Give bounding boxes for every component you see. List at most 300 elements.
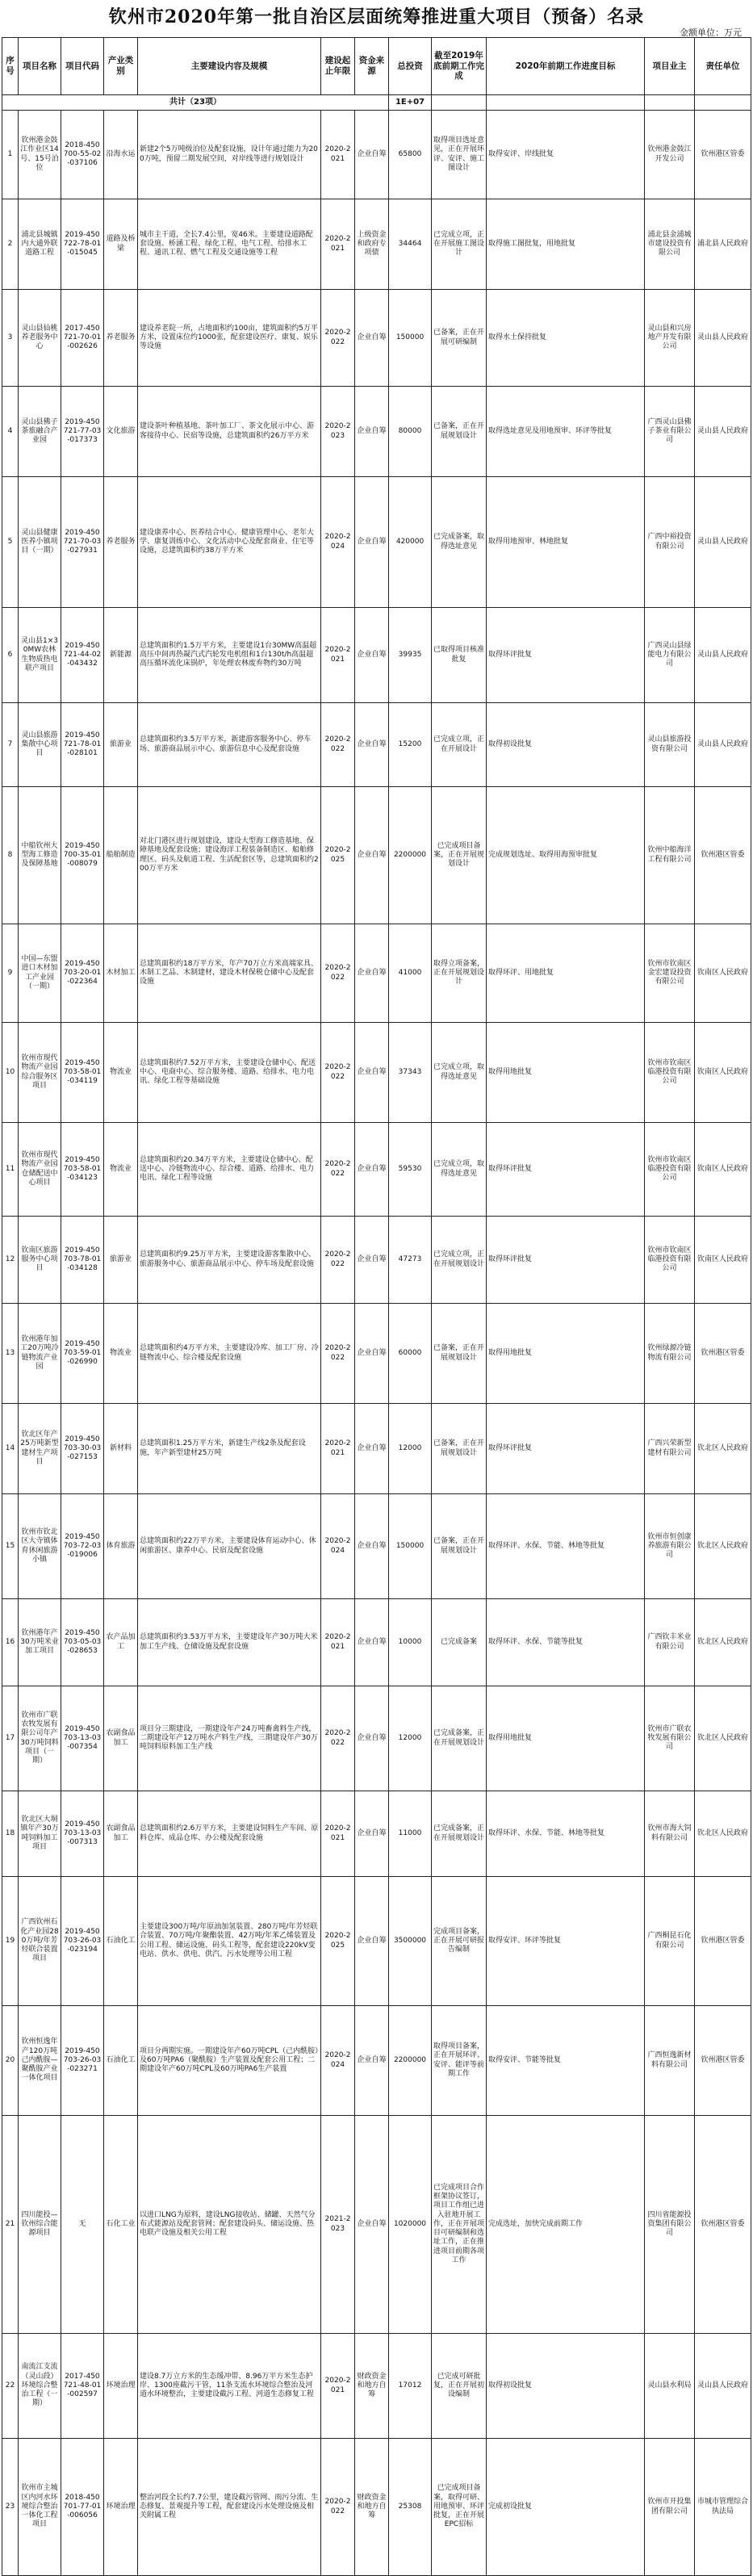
cell-total: 17012: [389, 2334, 432, 2439]
table-row: [2, 290, 751, 387]
cell-content: 城市主干道，全长7.4公里，宽46米。主要建设道路配套设施、桥涵工程、绿化工程、电气工程、给排水工程、通讯工程、燃气工程及交通设施等工程: [138, 199, 321, 290]
cell-name: 灵山县佛子茶旅融合产业园: [19, 387, 61, 477]
cell-content: 总建筑面积约2.6万平方米，主要建设饲料生产车间、原料仓库、成品仓库、办公楼及配套设施: [138, 1791, 321, 1877]
table-row: [2, 703, 751, 787]
cell-content: 建设康养中心、医养结合中心、健康管理中心、老年大学、康复训练中心、文化活动中心及配套商业、住宅等设施，总建筑面积约38万平方米: [138, 477, 321, 608]
table-row: [2, 1599, 751, 1686]
cell-name: 灵山县1×30MW农林生物质热电联产项目: [19, 608, 61, 703]
cell-industry: 旅游业: [104, 703, 138, 787]
table-row: [2, 199, 751, 290]
cell-code: 2019-450703-78-01-034128: [61, 1217, 104, 1304]
header-unit: 责任单位: [695, 38, 751, 95]
cell-years: 2020-2021: [321, 1791, 355, 1877]
cell-years: 2020-2022: [321, 2439, 355, 2576]
cell-name: 浦北县城镇内大通外联道路工程: [19, 199, 61, 290]
cell-target: 取得用地预审、林地批复: [487, 477, 645, 608]
cell-total: 15200: [389, 703, 432, 787]
cell-code: 2017-450721-70-01-002626: [61, 290, 104, 387]
cell-owner: 钦州港金鼓江开发公司: [645, 111, 695, 199]
cell-source: 企业自筹: [355, 1023, 389, 1123]
cell-total: 47273: [389, 1217, 432, 1304]
cell-source: 企业自筹: [355, 1494, 389, 1599]
cell-total: 80000: [389, 387, 432, 477]
cell-industry: 物流业: [104, 1304, 138, 1404]
header-code: 项目代码: [61, 38, 104, 95]
cell-no: 14: [2, 1404, 19, 1494]
cell-content: 项目分三期建设，一期建设年产24万吨畜禽料生产线，二期建设年产12万吨水产料生产线，三期建设年产30万吨饲料原料加工生产线: [138, 1686, 321, 1791]
cell-code: 2019-450703-72-03-019006: [61, 1494, 104, 1599]
cell-code: 2019-450703-58-01-034123: [61, 1123, 104, 1217]
table-row: [2, 477, 751, 608]
cell-code: 2019-450703-26-03-023271: [61, 2006, 104, 2116]
cell-unit: 浦北县人民政府: [695, 199, 751, 290]
cell-unit: 钦州港区管委: [695, 2116, 751, 2334]
table-row: [2, 1877, 751, 2006]
cell-name: 钦州市现代物流产业园综合服务区项目: [19, 1023, 61, 1123]
cell-done: 完成项目备案，正在开展可研报告编制: [432, 1877, 487, 2006]
cell-code: 2019-450703-13-03-007354: [61, 1686, 104, 1791]
cell-total: 25308: [389, 2439, 432, 2576]
cell-no: 20: [2, 2006, 19, 2116]
table-row: [2, 1404, 751, 1494]
cell-target: 取得施工图批复，用地批复: [487, 199, 645, 290]
cell-unit: 钦州港区管委: [695, 111, 751, 199]
cell-name: 灵山县旅游集散中心项目: [19, 703, 61, 787]
cell-total: 41000: [389, 924, 432, 1023]
cell-done: 取得立项备案，正在开展规划设计: [432, 924, 487, 1023]
cell-unit: 钦州港区管委: [695, 1877, 751, 2006]
cell-industry: 农产品加工: [104, 1599, 138, 1686]
cell-no: 22: [2, 2334, 19, 2439]
cell-no: 9: [2, 924, 19, 1023]
cell-unit: 钦南区人民政府: [695, 1217, 751, 1304]
cell-no: 18: [2, 1791, 19, 1877]
cell-name: 中国—东盟进口木材加工产业园（一期）: [19, 924, 61, 1023]
cell-code: 2019-450703-26-03-023194: [61, 1877, 104, 2006]
table-row: [2, 2334, 751, 2439]
cell-owner: 灵山县和兴房地产开发有限公司: [645, 290, 695, 387]
table-body: [2, 95, 751, 2576]
cell-unit: 钦北区人民政府: [695, 1494, 751, 1599]
header-years: 建设起止年限: [321, 38, 355, 95]
cell-total: 11000: [389, 1791, 432, 1877]
cell-done: 已完成可研批复，正在开展初设编制: [432, 2334, 487, 2439]
cell-done: 已完成项目备案，取得可研、用地预审、环评批复，正在开展EPC招标: [432, 2439, 487, 2576]
cell-target: 取得环评批复: [487, 1217, 645, 1304]
total-empty-1: [432, 95, 487, 111]
document-title: 钦州市2020年第一批自治区层面统筹推进重大项目（预备）名录: [108, 6, 645, 27]
cell-years: 2020-2022: [321, 924, 355, 1023]
cell-industry: 养老服务: [104, 477, 138, 608]
cell-target: 取得安评、节能等批复: [487, 2006, 645, 2116]
cell-no: 16: [2, 1599, 19, 1686]
cell-target: 完成选址，加快完成前期工作: [487, 2116, 645, 2334]
cell-no: 6: [2, 608, 19, 703]
header-content: 主要建设内容及规模: [138, 38, 321, 95]
cell-total: 2200000: [389, 2006, 432, 2116]
cell-source: 企业自筹: [355, 1791, 389, 1877]
cell-years: 2020-2022: [321, 1123, 355, 1217]
cell-done: 已完成立项，取得选址意见: [432, 1123, 487, 1217]
cell-no: 23: [2, 2439, 19, 2576]
cell-code: 2019-450721-77-03-017373: [61, 387, 104, 477]
cell-owner: 浦北县金浦城市建设投资有限公司: [645, 199, 695, 290]
cell-no: 12: [2, 1217, 19, 1304]
cell-unit: 钦北区人民政府: [695, 1791, 751, 1877]
cell-source: 企业自筹: [355, 2116, 389, 2334]
cell-total: 39935: [389, 608, 432, 703]
cell-years: 2020-2021: [321, 2334, 355, 2439]
cell-source: 企业自筹: [355, 1404, 389, 1494]
cell-owner: 灵山县旅游投资有限公司: [645, 703, 695, 787]
table-row: [2, 1304, 751, 1404]
cell-years: 2020-2022: [321, 1304, 355, 1404]
cell-years: 2020-2021: [321, 199, 355, 290]
cell-no: 21: [2, 2116, 19, 2334]
total-empty-3: [645, 95, 695, 111]
cell-years: 2020-2021: [321, 1404, 355, 1494]
cell-source: 企业自筹: [355, 387, 389, 477]
cell-done: 取得项目备案，正在开展环评、安评、能评等前期工作: [432, 2006, 487, 2116]
cell-no: 5: [2, 477, 19, 608]
cell-years: 2020-2024: [321, 477, 355, 608]
cell-name: 钦州港金鼓江作业区14号、15号泊位: [19, 111, 61, 199]
cell-content: 总建筑面积1.25万平方米，新建生产线2条及配套设施，年产新型建材25万吨: [138, 1404, 321, 1494]
cell-years: 2020-2025: [321, 787, 355, 924]
cell-code: 2019-450721-44-02-043432: [61, 608, 104, 703]
cell-done: 已完成立项，正在开展施工图设计: [432, 199, 487, 290]
cell-done: 已完成备案，正在开展规划设计: [432, 1791, 487, 1877]
cell-target: 取得环评、用地批复: [487, 924, 645, 1023]
cell-years: 2020-2022: [321, 703, 355, 787]
cell-industry: 石化工业: [104, 2116, 138, 2334]
cell-unit: 钦南区人民政府: [695, 1123, 751, 1217]
cell-owner: 四川省能源投资集团有限公司: [645, 2116, 695, 2334]
cell-industry: 船舶制造: [104, 787, 138, 924]
cell-industry: 石油化工: [104, 2006, 138, 2116]
header-target: 2020年前期工作进度目标: [487, 38, 645, 95]
cell-code: 2019-450703-05-03-028653: [61, 1599, 104, 1686]
table-row: [2, 1791, 751, 1877]
cell-content: 建设茶叶种植基地、茶叶加工厂、茶文化展示中心、游客接待中心、民宿等设施，总建筑面积约26万平方米: [138, 387, 321, 477]
cell-done: 已完成备案: [432, 1599, 487, 1686]
cell-name: 灵山县仙桃养老服务中心: [19, 290, 61, 387]
cell-content: 总建筑面积约9.25万平方米，主要建设游客集散中心、旅游服务中心、旅游商品展示中心、停车场及配套设施: [138, 1217, 321, 1304]
cell-target: 取得用地批复: [487, 1686, 645, 1791]
total-amount: 1E+07: [389, 95, 432, 111]
header-done: 截至2019年底前期工作完成: [432, 38, 487, 95]
cell-total: 60000: [389, 1304, 432, 1404]
cell-no: 2: [2, 199, 19, 290]
cell-industry: 旅游业: [104, 1217, 138, 1304]
cell-content: 总建筑面积约18万平方米，年产70万立方米高端家具、木制工艺品、木制建材，建设木材保税仓储中心及配套设施: [138, 924, 321, 1023]
cell-done: 已备案，正在开展规划设计: [432, 1404, 487, 1494]
cell-unit: 钦州港区管委: [695, 787, 751, 924]
cell-owner: 钦州市钦南区临港投资有限公司: [645, 1217, 695, 1304]
cell-content: 整治河段全长约7.7公里，建设截污管网、雨污分流、生态修复、景观提升等工程，配套建设污水处理设施及相关附属工程: [138, 2439, 321, 2576]
cell-name: 钦北区大垌镇年产30万吨饲料加工项目: [19, 1791, 61, 1877]
cell-done: 已完成立项，取得选址意见: [432, 1023, 487, 1123]
cell-target: 取得初设批复: [487, 2334, 645, 2439]
cell-content: 新建2个5万吨级泊位及配套设施，设计年通过能力为200万吨，预留二期发展空间，对岸线等进行规划设计: [138, 111, 321, 199]
cell-industry: 道路及桥梁: [104, 199, 138, 290]
table-row: [2, 111, 751, 199]
cell-owner: 钦州市海大饲料有限公司: [645, 1791, 695, 1877]
cell-industry: 环境治理: [104, 2334, 138, 2439]
cell-target: 取得选址意见及用地预审、环评等批复: [487, 387, 645, 477]
cell-no: 3: [2, 290, 19, 387]
cell-name: 南流江支流（灵山段）环境综合整治工程（一期）: [19, 2334, 61, 2439]
cell-name: 钦州市现代物流产业园仓储配送中心项目: [19, 1123, 61, 1217]
cell-owner: 钦州市开投集团有限公司: [645, 2439, 695, 2576]
cell-target: 取得安评、岸线批复: [487, 111, 645, 199]
cell-total: 59530: [389, 1123, 432, 1217]
cell-name: 钦州港年产30万吨米业加工项目: [19, 1599, 61, 1686]
total-empty-4: [695, 95, 751, 111]
cell-industry: 石油化工: [104, 1877, 138, 2006]
cell-years: 2021-2023: [321, 2116, 355, 2334]
table-row: [2, 924, 751, 1023]
cell-total: 3500000: [389, 1877, 432, 2006]
amount-unit-note: 金额单位：万元: [680, 27, 742, 38]
table-row: [2, 608, 751, 703]
header-total: 总投资: [389, 38, 432, 95]
cell-years: 2020-2022: [321, 1686, 355, 1791]
cell-industry: 木材加工: [104, 924, 138, 1023]
cell-content: 主要建设300万吨/年原油加氢装置、280万吨/年芳烃联合装置、70万吨/年聚酯装置、42万吨/年苯乙烯装置及公用工程、储运设施、码头工程等，配套建设220kV变电站、供水、供电、供汽、污水处理等公用工程: [138, 1877, 321, 2006]
cell-target: 取得用地批复: [487, 1023, 645, 1123]
cell-target: 取得环评、水保、节能、林地等批复: [487, 1791, 645, 1877]
table-row: [2, 787, 751, 924]
cell-source: 企业自筹: [355, 703, 389, 787]
cell-unit: 钦北区人民政府: [695, 1404, 751, 1494]
cell-industry: 农副食品加工: [104, 1686, 138, 1791]
cell-source: 企业自筹: [355, 1217, 389, 1304]
cell-content: 建设8.7万立方米的生态缓冲带、8.96万平方米生态护岸、1300座截污干管，11条支流水环境综合整治及河道水环境整治，主要建设截污工程、河道生态修复工程: [138, 2334, 321, 2439]
cell-industry: 沿海水运: [104, 111, 138, 199]
header-no: 序号: [2, 38, 19, 95]
cell-owner: 灵山县水利局: [645, 2334, 695, 2439]
cell-industry: 养老服务: [104, 290, 138, 387]
cell-done: 取得项目选址意见，正在开展环评、安评、施工图设计: [432, 111, 487, 199]
cell-years: 2020-2021: [321, 111, 355, 199]
cell-target: 取得环评、水保、节能等批复: [487, 1599, 645, 1686]
cell-years: 2020-2021: [321, 608, 355, 703]
cell-code: 2019-450721-70-03-027931: [61, 477, 104, 608]
cell-code: 2019-450703-58-01-034119: [61, 1023, 104, 1123]
total-label: 共计（23项）: [2, 95, 389, 111]
cell-content: 总建筑面积约4万平方米，主要建设冷库、加工厂房、冷链物流中心、综合楼及配套设施: [138, 1304, 321, 1404]
table-row: [2, 2116, 751, 2334]
cell-owner: 钦州绿源冷链物流有限公司: [645, 1304, 695, 1404]
cell-code: 2019-450703-13-03-007313: [61, 1791, 104, 1877]
cell-content: 总建筑面积约20.34万平方米，主要建设仓储中心、配送中心、冷链物流中心、综合楼、道路、给排水、电力电讯、绿化工程等设施: [138, 1123, 321, 1217]
cell-source: 企业自筹: [355, 1304, 389, 1404]
cell-code: 2019-450703-30-03-027153: [61, 1404, 104, 1494]
cell-source: 企业自筹: [355, 1686, 389, 1791]
cell-owner: 广西兴荣新型建材有限公司: [645, 1404, 695, 1494]
cell-total: 150000: [389, 1494, 432, 1599]
cell-target: 取得环评、水保、节能、林地等批复: [487, 1494, 645, 1599]
cell-unit: 灵山县人民政府: [695, 387, 751, 477]
header-source: 资金来源: [355, 38, 389, 95]
cell-target: 取得环评批复: [487, 1123, 645, 1217]
cell-content: 对北门港区进行规划建设，建设大型海工修造基地、保障基地及配套设施；建设海洋工程装备制造区、船舶修理区、码头及航道工程、生活配套区等，总建筑面积约200万平方米: [138, 787, 321, 924]
cell-done: 已备案，正在开展可研编制: [432, 290, 487, 387]
cell-code: 无: [61, 2116, 104, 2334]
table-row: [2, 1686, 751, 1791]
cell-industry: 物流业: [104, 1023, 138, 1123]
cell-code: 2019-450703-20-01-022364: [61, 924, 104, 1023]
cell-total: 150000: [389, 290, 432, 387]
cell-no: 10: [2, 1023, 19, 1123]
cell-name: 钦州市主城区内河水环境综合整治一体化工程项目: [19, 2439, 61, 2576]
cell-total: 65800: [389, 111, 432, 199]
cell-content: 总建筑面积约7.52万平方米，主要建设仓储中心、配送中心、电商中心、综合服务楼、道路、给排水、电力电讯、绿化工程等基础设施: [138, 1023, 321, 1123]
cell-industry: 体育旅游: [104, 1494, 138, 1599]
cell-industry: 物流业: [104, 1123, 138, 1217]
cell-content: 总建筑面积约22万平方米，主要建设体育运动中心、休闲旅游区、康养中心、民宿及配套设施: [138, 1494, 321, 1599]
cell-name: 中船钦州大型海工修造及保障基地: [19, 787, 61, 924]
cell-owner: 广西桐昆石化有限公司: [645, 1877, 695, 2006]
cell-source: 企业自筹: [355, 924, 389, 1023]
table-row: [2, 1023, 751, 1123]
cell-name: 灵山县健康医养小镇项目（一期）: [19, 477, 61, 608]
cell-source: 企业自筹: [355, 1877, 389, 2006]
cell-source: 财政资金和地方自筹: [355, 2439, 389, 2576]
cell-source: 企业自筹: [355, 1599, 389, 1686]
cell-unit: 灵山县人民政府: [695, 608, 751, 703]
cell-total: 37343: [389, 1023, 432, 1123]
cell-target: 取得水土保持批复: [487, 290, 645, 387]
cell-code: 2018-450700-55-02-037106: [61, 111, 104, 199]
cell-name: 钦州恒逸年产120万吨己内酰胺—聚酰胺产业一体化项目: [19, 2006, 61, 2116]
table-row: [2, 1123, 751, 1217]
cell-code: 2019-450700-35-01-008079: [61, 787, 104, 924]
cell-total: 2200000: [389, 787, 432, 924]
cell-industry: 文化旅游: [104, 387, 138, 477]
cell-name: 四川能投—钦州综合能源项目: [19, 2116, 61, 2334]
cell-total: 10000: [389, 1599, 432, 1686]
cell-name: 广西钦州石化产业园280万吨/年芳烃联合装置项目: [19, 1877, 61, 2006]
cell-content: 项目分两期实施。一期建设年产60万吨CPL（己内酰胺）及60万吨PA6（聚酰胺）生产装置及配套公用工程；二期建设年产60万吨CPL及60万吨PA6生产装置: [138, 2006, 321, 2116]
cell-content: 总建筑面积约3.53万平方米，主要建设年产30万吨大米加工生产线、仓储设施及配套设施: [138, 1599, 321, 1686]
cell-owner: 钦州市恒创康养旅游有限公司: [645, 1494, 695, 1599]
cell-target: 取得初设批复: [487, 703, 645, 787]
table-row: [2, 2439, 751, 2576]
cell-target: 取得用地批复: [487, 1304, 645, 1404]
cell-unit: 灵山县人民政府: [695, 703, 751, 787]
cell-done: 已完成项目备案，正在开展规划设计: [432, 787, 487, 924]
cell-years: 2020-2023: [321, 387, 355, 477]
cell-source: 企业自筹: [355, 608, 389, 703]
cell-years: 2020-2024: [321, 2006, 355, 2116]
cell-name: 钦州市钦北区大寺镇体育休闲旅游小镇: [19, 1494, 61, 1599]
cell-total: 1020000: [389, 2116, 432, 2334]
cell-industry: 新材料: [104, 1404, 138, 1494]
cell-done: 已完成备案，取得选址意见: [432, 477, 487, 608]
cell-name: 钦南区旅游服务中心项目: [19, 1217, 61, 1304]
cell-total: 34464: [389, 199, 432, 290]
cell-owner: 广西灵山县绿能电力有限公司: [645, 608, 695, 703]
cell-owner: 钦州市广联农牧发展有限公司: [645, 1686, 695, 1791]
cell-no: 19: [2, 1877, 19, 2006]
cell-content: 总建筑面积约3.5万平方米，新建游客服务中心、停车场、旅游商品展示中心、旅游信息中心及配套设施: [138, 703, 321, 787]
cell-code: 2019-450703-59-01-026990: [61, 1304, 104, 1404]
cell-unit: 钦北区人民政府: [695, 1599, 751, 1686]
cell-name: 钦州市广联农牧发展有限公司年产30万吨饲料项目（一期）: [19, 1686, 61, 1791]
cell-unit: 灵山县人民政府: [695, 477, 751, 608]
cell-target: 完成规划选址、取得用海预审批复: [487, 787, 645, 924]
cell-no: 13: [2, 1304, 19, 1404]
cell-no: 15: [2, 1494, 19, 1599]
cell-done: 已备案，正在开展规划设计: [432, 1304, 487, 1404]
cell-no: 4: [2, 387, 19, 477]
cell-source: 企业自筹: [355, 290, 389, 387]
cell-unit: 市城市管理综合执法局: [695, 2439, 751, 2576]
cell-unit: 钦南区人民政府: [695, 1023, 751, 1123]
table-row: [2, 2006, 751, 2116]
cell-years: 2020-2021: [321, 1599, 355, 1686]
cell-done: 已完成备案，正在开展规划设计: [432, 1686, 487, 1791]
cell-years: 2020-2022: [321, 1217, 355, 1304]
cell-unit: 灵山县人民政府: [695, 290, 751, 387]
cell-unit: 钦州港区管委: [695, 1304, 751, 1404]
cell-total: 12000: [389, 1686, 432, 1791]
total-row: [2, 95, 751, 111]
cell-source: 财政资金和地方自筹: [355, 2334, 389, 2439]
cell-done: 已完成项目合作框架协议签订，项目工作组已进入驻地开展工作，正在开展项目可研编制和选址工作，正在推进项目前期各项工作: [432, 2116, 487, 2334]
cell-unit: 灵山县人民政府: [695, 2334, 751, 2439]
cell-unit: 钦北区人民政府: [695, 1686, 751, 1791]
table-row: [2, 1494, 751, 1599]
cell-no: 7: [2, 703, 19, 787]
header-industry: 产业类别: [104, 38, 138, 95]
cell-code: 2017-450721-48-01-002597: [61, 2334, 104, 2439]
cell-years: 2020-2024: [321, 1494, 355, 1599]
cell-target: 取得环评批复: [487, 1404, 645, 1494]
cell-source: 上级资金和政府专项债: [355, 199, 389, 290]
cell-code: 2019-450721-78-01-028101: [61, 703, 104, 787]
cell-years: 2020-2025: [321, 1877, 355, 2006]
total-empty-2: [487, 95, 645, 111]
table-row: [2, 1217, 751, 1304]
cell-no: 17: [2, 1686, 19, 1791]
cell-total: 420000: [389, 477, 432, 608]
header-name: 项目名称: [19, 38, 61, 95]
cell-content: 总建筑面积约1.5万平方米，主要建设1台30MW高温超高压中间再热凝汽式汽轮发电机组和1台130t/h高温超高压循环流化床锅炉，年处理农林废弃物约30万吨: [138, 608, 321, 703]
cell-content: 以进口LNG为原料，建设LNG接收站、储罐、天然气分布式能源站及配套管网；配套建设码头、储运设施、热电联产设施及相关公用工程: [138, 2116, 321, 2334]
cell-owner: 钦州市钦南区金宏建设投资有限公司: [645, 924, 695, 1023]
cell-owner: 钦州中船海洋工程有限公司: [645, 787, 695, 924]
cell-years: 2020-2022: [321, 1023, 355, 1123]
table-header: [2, 38, 751, 95]
cell-owner: 广西中裕投资有限公司: [645, 477, 695, 608]
cell-done: 已完成立项，正在开展设计: [432, 703, 487, 787]
cell-years: 2020-2022: [321, 290, 355, 387]
cell-done: 已备案，正在开展规划设计: [432, 387, 487, 477]
cell-no: 8: [2, 787, 19, 924]
cell-target: 取得环评批复: [487, 608, 645, 703]
cell-owner: 广西钦丰米业有限公司: [645, 1599, 695, 1686]
cell-source: 企业自筹: [355, 787, 389, 924]
cell-no: 11: [2, 1123, 19, 1217]
cell-industry: 新能源: [104, 608, 138, 703]
cell-owner: 钦州市钦南区临港投资有限公司: [645, 1123, 695, 1217]
cell-done: 已备案，正在开展规划设计: [432, 1494, 487, 1599]
cell-source: 企业自筹: [355, 111, 389, 199]
cell-no: 1: [2, 111, 19, 199]
